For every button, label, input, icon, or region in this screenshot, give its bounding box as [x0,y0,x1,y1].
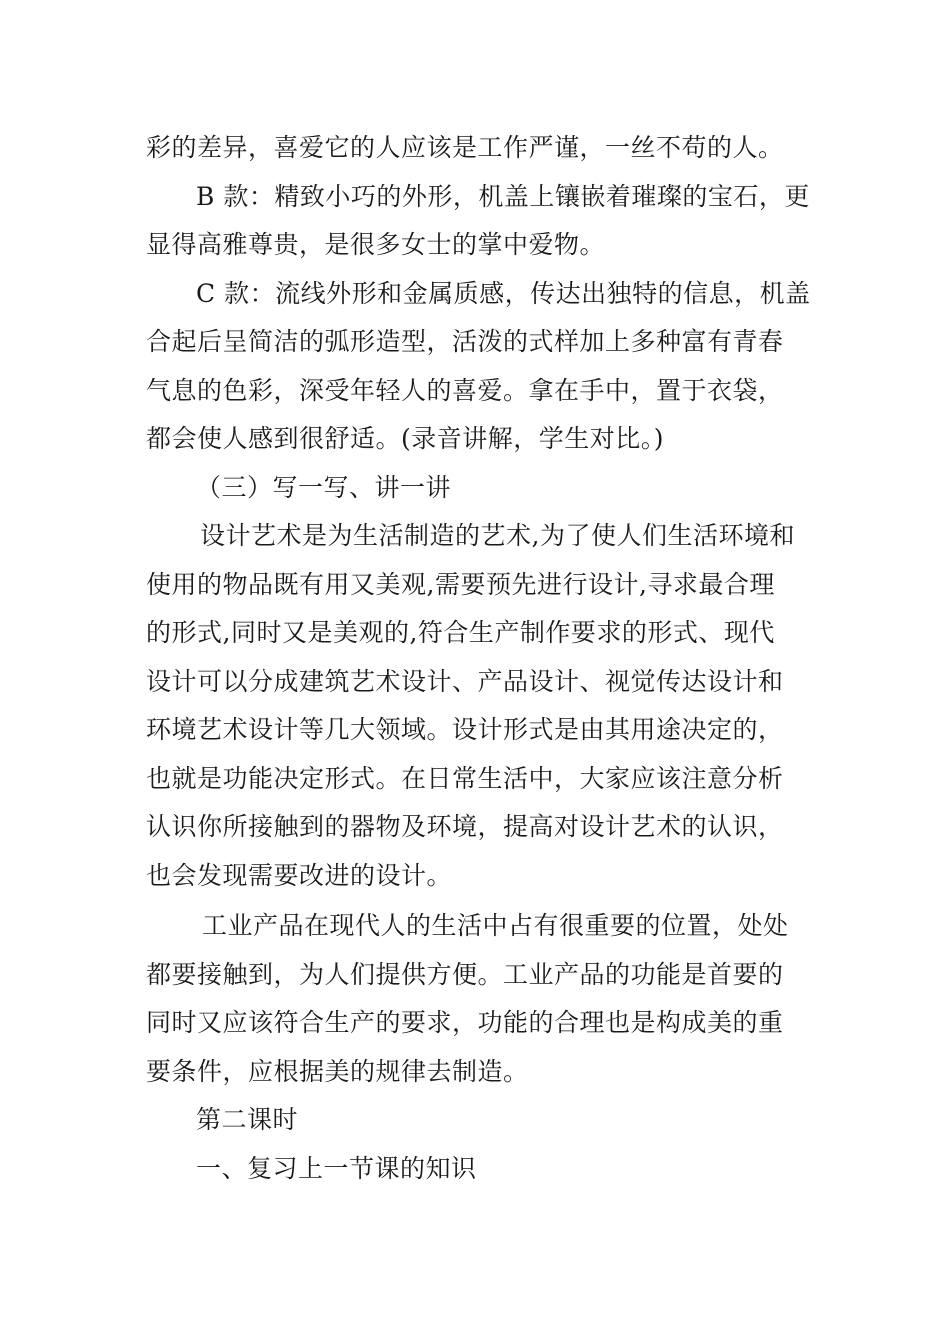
text-line: 使用的物品既有用又美观,需要预先进行设计,寻求最合理 [146,569,775,599]
text-line: 彩的差异，喜爱它的人应该是工作严谨，一丝不苟的人。 [146,133,784,162]
text-line: 都会使人感到很舒适。(录音讲解，学生对比。) [146,424,665,453]
lesson-heading: 第二课时 [196,1105,299,1134]
text-line: 合起后呈简洁的弧形造型，活泼的式样加上多种富有青春 [146,327,784,356]
text-line: 的形式,同时又是美观的,符合生产制作要求的形式、现代 [146,618,775,647]
text-line: 要条件，应根据美的规律去制造。 [146,1056,529,1086]
document-body [146,124,810,1193]
section-heading: （三）写一写、讲一讲 [196,472,452,502]
text-line: 认识你所接触到的器物及环境，提高对设计艺术的认识， [146,812,784,841]
text-line: 同时又应该符合生产的要求，功能的合理也是构成美的重 [146,1008,784,1037]
text-line: 环境艺术设计等几大领域。设计形式是由其用途决定的， [146,715,784,744]
section-heading: 一、复习上一节课的知识 [196,1153,477,1183]
text-line: 都要接触到，为人们提供方便。工业产品的功能是首要的 [146,959,784,989]
text-line: 工业产品在现代人的生活中占有很重要的位置，处处 [202,911,789,940]
text-line: 显得高雅尊贵，是很多女士的掌中爱物。 [146,230,606,259]
text-line: C 款：流线外形和金属质感，传达出独特的信息，机盖 [196,278,811,308]
text-line: B 款：精致小巧的外形，机盖上镶嵌着璀璨的宝石，更 [196,181,810,211]
text-line: 气息的色彩，深受年轻人的喜爱。拿在手中，置于衣袋， [146,375,784,405]
text-line: 设计可以分成建筑艺术设计、产品设计、视觉传达设计和 [146,666,784,696]
text-line: 也会发现需要改进的设计。 [146,860,453,890]
text-line: 设计艺术是为生活制造的艺术,为了使人们生活环境和 [200,521,795,550]
text-line: 也就是功能决定形式。在日常生活中，大家应该注意分析 [146,763,784,793]
